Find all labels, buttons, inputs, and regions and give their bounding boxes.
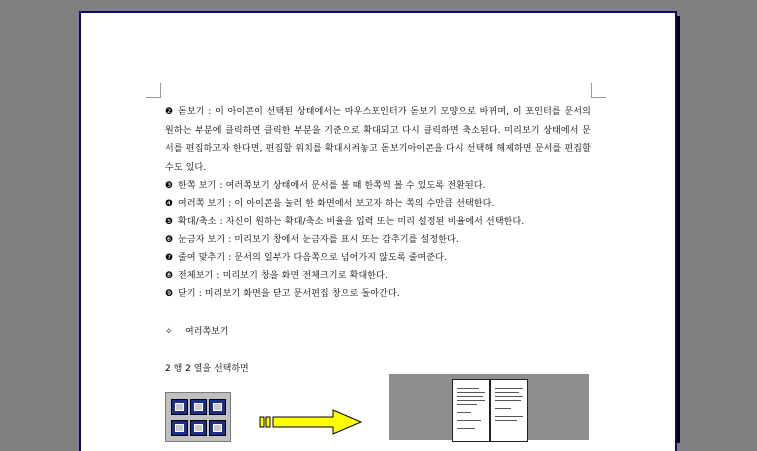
bullet-number: ❷: [165, 107, 174, 117]
grid-cell: [171, 399, 188, 415]
list-item: [165, 231, 591, 249]
bullet-number: ❾: [165, 289, 174, 299]
list-item-text: 전체보기 : 미리보기 창을 화면 전체크기로 확대한다.: [178, 271, 388, 281]
grid-cell: [209, 399, 226, 415]
page-shadow: [677, 16, 680, 443]
bullet-number: ❽: [165, 271, 174, 281]
list-item-text: 한쪽 보기 : 여러쪽보기 상태에서 문서를 볼 때 한쪽씩 볼 수 있도록 전환된다.: [178, 181, 486, 191]
body-text: [165, 103, 591, 303]
grid-2x3-icon: [165, 392, 231, 442]
bullet-number: ❻: [165, 235, 174, 245]
list-item-text: 확대/축소 : 자신이 원하는 확대/축소 비율을 입력 또는 미리 설정된 비율에서 선택한다.: [178, 217, 525, 227]
section-marker: ✧: [165, 327, 173, 337]
page-content: [79, 0, 677, 443]
paragraph-text: 돋보기 : 이 아이콘이 선택된 상태에서는 마우스포인터가 돋보기 모양으로 바뀌며, 이 포인터를 문서의 원하는 부분에 클릭하면 클릭한 부분을 기준으로 확대되고 다시 클릭하면 축소된다. 미리보기 상태에서 문서를 편집하고자 한다면, 편집할 위치를 확대시켜놓고 돋보기아이콘을 다시 선택해 해제하면 문서를 편집할 수도 있다.: [165, 107, 591, 173]
list-item-text: 줄여 맞추기 : 문서의 일부가 다음쪽으로 넘어가지 않도록 줄여준다.: [178, 253, 448, 263]
list-item: [165, 195, 591, 213]
section-heading: [165, 324, 228, 337]
bullet-number: ❹: [165, 199, 174, 209]
list-item: [165, 249, 591, 267]
bullet-number: ❼: [165, 253, 174, 263]
list-item: [165, 285, 591, 303]
paragraph-magnifier: [165, 103, 591, 177]
list-item: [165, 177, 591, 195]
list-item: [165, 267, 591, 285]
preview-page-right: [490, 379, 528, 442]
list-item-text: 여러쪽 보기 : 이 아이콘을 눌러 한 화면에서 보고자 하는 쪽의 수만큼 선택한다.: [178, 199, 495, 209]
section-title: 여러쪽보기: [185, 327, 229, 337]
preview-page-left: [452, 379, 490, 442]
grid-cell: [209, 420, 226, 436]
two-page-preview-icon: [389, 374, 589, 440]
margin-corner-top-left: [146, 83, 161, 98]
right-arrow-icon: [259, 409, 363, 435]
list-item-text: 닫기 : 미리보기 화면을 닫고 문서편집 창으로 돌아간다.: [178, 289, 400, 299]
list-item: [165, 213, 591, 231]
caption: 2 행 2 열을 선택하면: [165, 364, 249, 374]
list-item-text: 눈금자 보기 : 미리보기 창에서 눈금자를 표시 또는 감추기를 설정한다.: [178, 235, 459, 245]
margin-corner-top-right: [591, 83, 606, 98]
grid-cell: [171, 420, 188, 436]
bullet-number: ❺: [165, 217, 174, 227]
bullet-number: ❸: [165, 181, 174, 191]
grid-cell: [190, 399, 207, 415]
grid-cell: [190, 420, 207, 436]
